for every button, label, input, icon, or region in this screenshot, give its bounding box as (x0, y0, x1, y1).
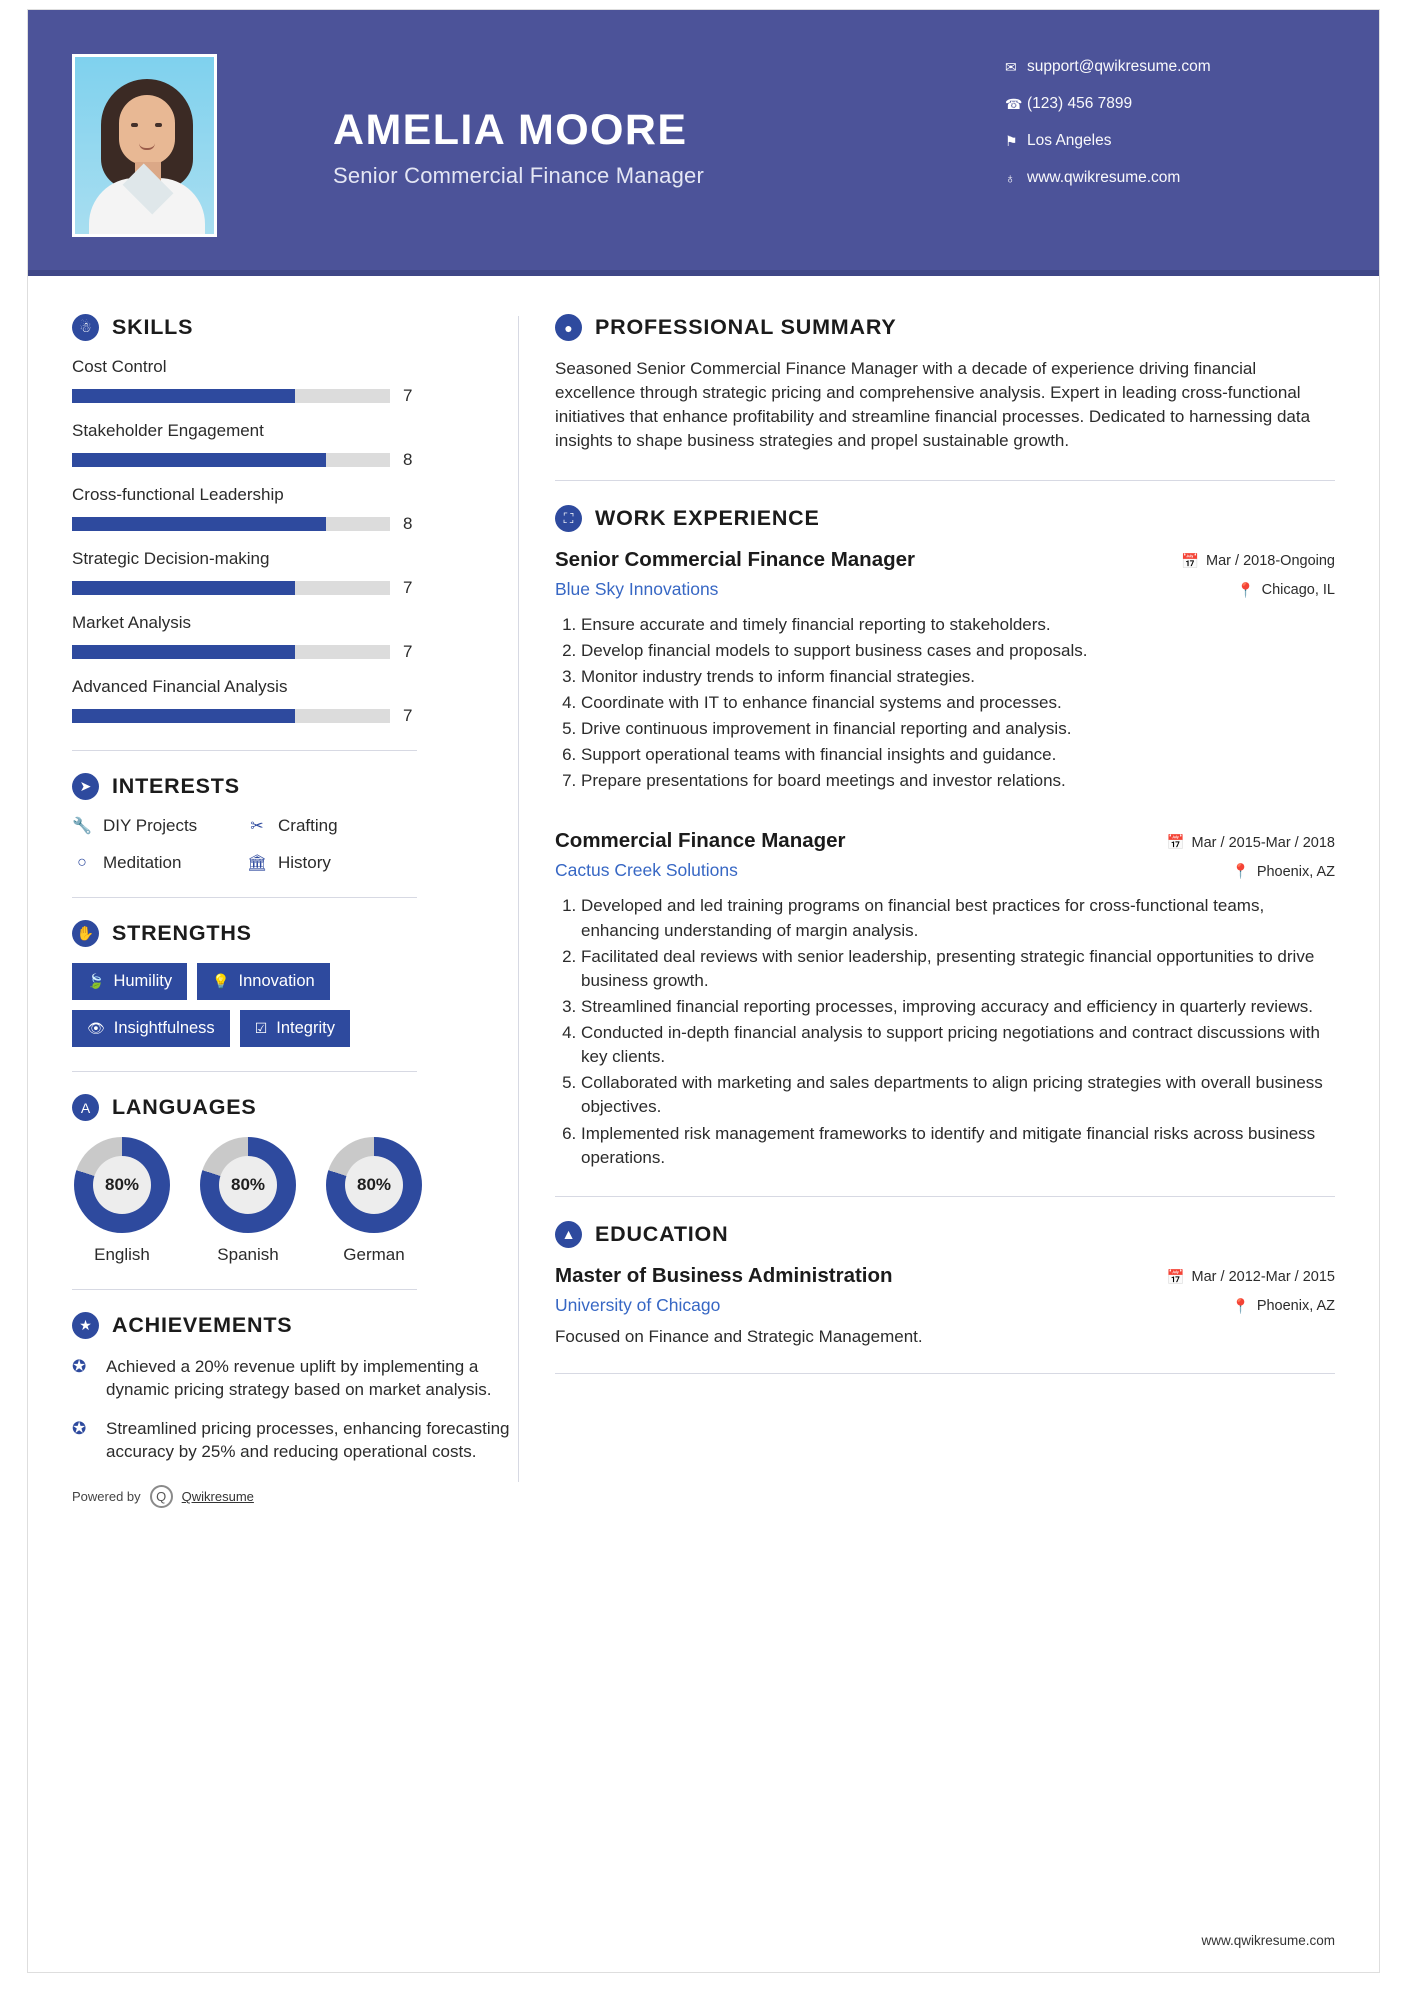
skill-bar (72, 581, 390, 595)
circle-icon: ○ (77, 854, 87, 871)
section-header-languages (72, 1094, 518, 1121)
job-bullets (555, 894, 1335, 1169)
job-bullet: 2. Develop financial models to support business cases and proposals. (581, 639, 1335, 663)
scissors-icon: ✂ (250, 818, 264, 835)
experience-entry (555, 829, 1335, 1169)
skill-bar (72, 517, 390, 531)
calendar-icon: 📅 (1166, 1269, 1185, 1286)
phone-icon: ☎ (1005, 95, 1023, 112)
interest-item (72, 816, 247, 836)
photo-face (119, 95, 175, 165)
job-company[interactable]: Blue Sky Innovations (555, 578, 719, 599)
main-column (519, 276, 1379, 1508)
skill-item (72, 485, 518, 534)
strength-chip (72, 963, 187, 1000)
language-value: 80% (219, 1156, 277, 1214)
contact-phone (1005, 95, 1335, 113)
bank-icon: 🏛 (247, 855, 268, 872)
language-label: German (343, 1245, 405, 1264)
strength-label: Innovation (238, 972, 315, 990)
candidate-role: Senior Commercial Finance Manager (333, 163, 704, 189)
job-location: Chicago, IL (1261, 582, 1335, 598)
skill-bar (72, 453, 390, 467)
achievement-text: Streamlined pricing processes, enhancing forecasting accuracy by 25% and reducing operational costs. (106, 1419, 510, 1462)
skill-label: Cost Control (72, 357, 167, 376)
location-pin-icon: 📍 (1236, 582, 1255, 599)
job-bullet: 2. Facilitated deal reviews with senior leadership, presenting strategic financial opportunities to drive business growth. (581, 945, 1335, 993)
name-block (333, 108, 704, 189)
education-dates: Mar / 2012-Mar / 2015 (1191, 1269, 1335, 1286)
skill-item (72, 613, 518, 662)
contact-email (1005, 58, 1335, 76)
calendar-icon: 📅 (1180, 553, 1200, 570)
job-bullet: 3. Monitor industry trends to inform financial strategies. (581, 665, 1335, 689)
education-dates-wrap (1166, 1269, 1335, 1286)
skill-value: 8 (403, 450, 413, 469)
language-donut (200, 1137, 296, 1233)
divider (72, 897, 417, 898)
section-header-strengths (72, 920, 518, 947)
job-bullet: 5. Collaborated with marketing and sales departments to align pricing strategies with overall business objectives. (581, 1071, 1335, 1119)
wrench-icon: 🔧 (72, 818, 92, 835)
photo-eye-right (155, 123, 162, 127)
language-donut (326, 1137, 422, 1233)
user-icon: ● (555, 314, 582, 341)
skill-value: 7 (403, 386, 413, 405)
job-company[interactable]: Cactus Creek Solutions (555, 860, 738, 881)
achievement-item (72, 1417, 518, 1463)
candidate-name: AMELIA MOORE (333, 106, 688, 154)
job-title: Senior Commercial Finance Manager (555, 547, 916, 571)
section-title-summary: PROFESSIONAL SUMMARY (595, 315, 897, 339)
strength-chip (197, 963, 330, 1000)
section-header-summary (555, 314, 1335, 341)
skill-item (72, 357, 518, 406)
job-bullet: 6. Support operational teams with financial insights and guidance. (581, 743, 1335, 767)
achievement-text: Achieved a 20% revenue uplift by implementing a dynamic pricing strategy based on market analysis. (106, 1357, 492, 1400)
briefcase-icon: ⛶ (555, 505, 582, 532)
lightbulb-icon: ☃ (72, 314, 99, 341)
interest-item (247, 853, 518, 873)
section-title-achievements: ACHIEVEMENTS (112, 1313, 293, 1337)
skill-bar (72, 709, 390, 723)
sidebar-column (28, 276, 518, 1508)
job-dates: Mar / 2018-Ongoing (1206, 553, 1335, 569)
interest-item (72, 853, 247, 873)
skill-item (72, 549, 518, 598)
translate-icon: A (72, 1094, 99, 1121)
divider (555, 480, 1335, 481)
star-badge-icon: ★ (72, 1312, 99, 1339)
section-header-skills (72, 314, 518, 341)
interest-label: Meditation (103, 853, 182, 872)
interest-label: History (278, 853, 331, 872)
star-icon: ✪ (72, 1419, 87, 1439)
skill-item (72, 677, 518, 726)
interest-label: DIY Projects (103, 816, 198, 835)
footer-url[interactable]: www.qwikresume.com (1201, 1933, 1335, 1948)
section-title-strengths: STRENGTHS (112, 921, 252, 945)
powered-by (72, 1485, 518, 1508)
section-title-interests: INTERESTS (112, 774, 240, 798)
eye-icon: 👁 (87, 1020, 105, 1036)
divider (72, 1071, 417, 1072)
bulb-icon: 💡 (212, 973, 230, 989)
strength-label: Integrity (276, 1019, 335, 1037)
contact-phone-value: (123) 456 7899 (1027, 95, 1133, 112)
divider (72, 750, 417, 751)
summary-text: Seasoned Senior Commercial Finance Manager with a decade of experience driving financial excellence through strategic pricing and comprehensive analysis. Expert in leading cross-functional initiatives that enhance profitability and streamline financial processes. Dedicated to harnessing data insights to shape business strategies and propel sustainable growth. (555, 359, 1311, 451)
job-dates-wrap (1166, 834, 1335, 851)
header-accent-bar (28, 270, 1379, 276)
language-item (324, 1137, 424, 1265)
job-dates-wrap (1181, 553, 1335, 570)
email-icon: ✉ (1005, 58, 1017, 75)
star-icon: ✪ (72, 1357, 87, 1376)
section-header-experience (555, 505, 1335, 532)
school-name[interactable]: University of Chicago (555, 1294, 721, 1315)
section-title-education: EDUCATION (595, 1221, 729, 1246)
skill-label: Market Analysis (72, 613, 192, 632)
experience-entry (555, 548, 1335, 794)
contact-list (1005, 58, 1335, 206)
job-location-wrap (1232, 863, 1335, 880)
contact-website-value[interactable]: www.qwikresume.com (1027, 169, 1181, 186)
language-value: 80% (93, 1156, 151, 1214)
education-location: Phoenix, AZ (1256, 1298, 1335, 1315)
job-bullet: 3. Streamlined financial reporting processes, improving accuracy and efficiency in quarterly reviews. (581, 995, 1335, 1019)
job-bullets (555, 613, 1335, 794)
language-value: 80% (345, 1156, 403, 1214)
job-title: Commercial Finance Manager (555, 829, 846, 853)
divider (555, 1373, 1335, 1374)
qwikresume-logo-icon: Q (150, 1485, 173, 1508)
skill-label: Advanced Financial Analysis (72, 677, 288, 696)
strength-chip (240, 1010, 350, 1047)
language-item (72, 1137, 172, 1265)
language-label: Spanish (217, 1245, 279, 1264)
education-location-wrap (1232, 1298, 1335, 1315)
job-bullet: 7. Prepare presentations for board meetings and investor relations. (581, 769, 1335, 793)
calendar-icon: 📅 (1166, 835, 1185, 852)
skill-bar (72, 389, 390, 403)
job-location: Phoenix, AZ (1256, 863, 1335, 880)
job-bullet: 5. Drive continuous improvement in financial reporting and analysis. (581, 717, 1335, 741)
paper-plane-icon: ➤ (72, 773, 99, 800)
avatar (72, 54, 217, 237)
skill-label: Stakeholder Engagement (72, 421, 264, 440)
languages-list (72, 1137, 518, 1265)
section-header-achievements (72, 1312, 518, 1339)
section-title-languages: LANGUAGES (112, 1095, 257, 1119)
contact-location-value: Los Angeles (1027, 132, 1112, 149)
resume-body (28, 276, 1379, 1508)
interest-item (247, 816, 518, 836)
skill-item (72, 421, 518, 470)
education-entry (555, 1264, 1335, 1347)
contact-website (1005, 169, 1335, 187)
language-donut (74, 1137, 170, 1233)
interest-label: Crafting (278, 816, 338, 835)
skill-value: 8 (403, 514, 413, 533)
language-item (198, 1137, 298, 1265)
strengths-list (72, 963, 422, 1047)
qwikresume-link[interactable]: Qwikresume (181, 1489, 254, 1505)
language-label: English (94, 1245, 150, 1264)
powered-label: Powered by (72, 1489, 141, 1505)
location-pin-icon: 📍 (1231, 864, 1250, 881)
section-title-skills: SKILLS (112, 315, 194, 339)
divider (555, 1196, 1335, 1197)
graduate-icon: ▲ (555, 1221, 582, 1248)
skill-bar (72, 645, 390, 659)
job-dates: Mar / 2015-Mar / 2018 (1191, 834, 1335, 851)
education-description: Focused on Finance and Strategic Management. (555, 1326, 923, 1346)
skill-value: 7 (403, 642, 413, 661)
globe-icon: ♁ (1005, 170, 1016, 186)
interests-list (72, 816, 518, 873)
section-header-interests (72, 773, 518, 800)
resume-header (28, 10, 1379, 276)
section-title-experience: WORK EXPERIENCE (595, 505, 820, 530)
degree-title: Master of Business Administration (555, 1263, 893, 1287)
spacer (555, 799, 1335, 829)
leaf-icon: 🍃 (87, 973, 105, 989)
location-pin-icon: ⚑ (1005, 132, 1018, 149)
location-pin-icon: 📍 (1231, 1298, 1250, 1315)
skill-label: Cross-functional Leadership (72, 485, 284, 504)
divider (72, 1289, 417, 1290)
job-bullet: 6. Implemented risk management frameworks to identify and mitigate financial risks across business operations. (581, 1122, 1335, 1170)
resume-sheet (28, 10, 1379, 1972)
section-header-education (555, 1221, 1335, 1248)
skill-value: 7 (403, 706, 413, 725)
contact-email-value[interactable]: support@qwikresume.com (1027, 58, 1211, 75)
job-bullet: 1. Developed and led training programs on financial best practices for cross-functional teams, enhancing understanding of margin analysis. (581, 894, 1335, 942)
job-location-wrap (1237, 582, 1335, 599)
job-bullet: 4. Coordinate with IT to enhance financial systems and processes. (581, 691, 1335, 715)
strength-label: Humility (113, 972, 173, 990)
achievement-item (72, 1355, 518, 1401)
check-square-icon: ☑ (254, 1020, 268, 1036)
photo-eye-left (131, 123, 138, 127)
strength-chip (72, 1010, 230, 1047)
skill-value: 7 (403, 578, 413, 597)
strength-label: Insightfulness (113, 1019, 215, 1037)
skill-label: Strategic Decision-making (72, 549, 270, 568)
job-bullet: 1. Ensure accurate and timely financial reporting to stakeholders. (581, 613, 1335, 637)
contact-location (1005, 132, 1335, 150)
hand-icon: ✋ (72, 920, 99, 947)
job-bullet: 4. Conducted in-depth financial analysis to support pricing negotiations and contract discussions with key clients. (581, 1021, 1335, 1069)
